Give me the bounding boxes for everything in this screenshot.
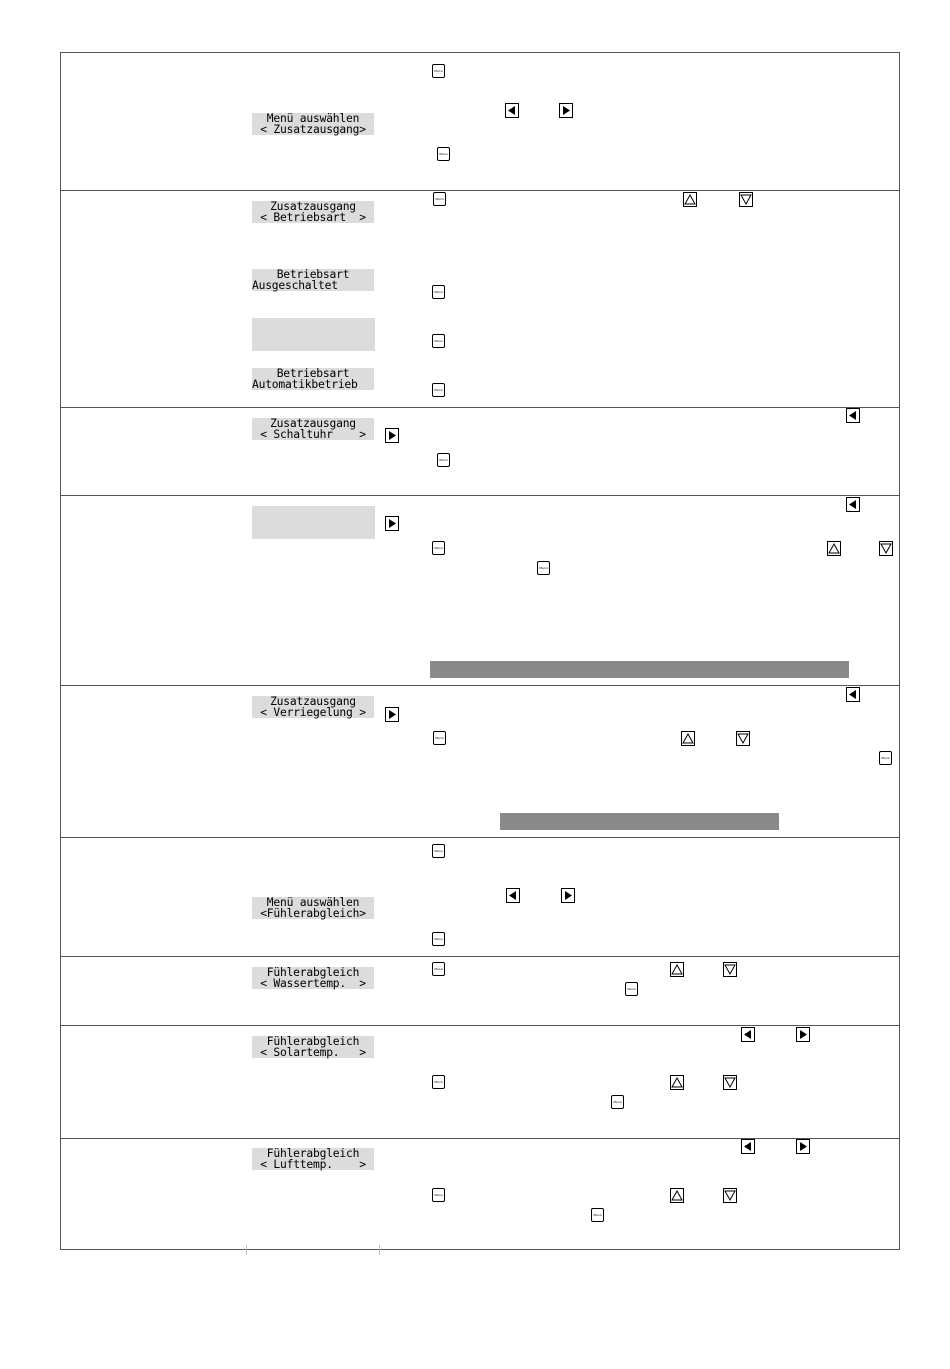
row-divider: [60, 956, 900, 957]
lcd-line-2: < Lufttemp. >: [260, 1158, 366, 1171]
menu-key-icon: Menü: [433, 192, 446, 206]
lcd-display-fuehler-solar: [252, 1036, 374, 1058]
row-divider: [60, 190, 900, 191]
arrow-up-icon: [670, 1188, 684, 1203]
menu-key-icon: Menü: [432, 64, 445, 78]
lcd-line-1: Fühlerabgleich: [266, 966, 360, 979]
column-tick: [379, 1245, 380, 1255]
lcd-line-2: < Zusatzausgang>: [260, 123, 366, 136]
arrow-up-icon: [681, 731, 695, 746]
row-divider: [60, 1025, 900, 1026]
arrow-up-icon: [827, 541, 841, 556]
menu-key-icon: Menü: [879, 751, 892, 765]
instruction-table: [60, 52, 900, 1250]
lcd-line-1: Zusatzausgang: [270, 417, 356, 430]
arrow-right-icon: [561, 888, 575, 903]
menu-key-icon: Menü: [537, 561, 550, 575]
lcd-display-zusatz-betriebsart: [252, 201, 374, 223]
arrow-right-icon: [796, 1027, 810, 1042]
arrow-right-icon: [385, 707, 399, 722]
arrow-right-icon: [385, 516, 399, 531]
lcd-line-2: < Solartemp. >: [260, 1046, 366, 1059]
arrow-down-icon: [879, 541, 893, 556]
column-tick: [246, 1245, 247, 1255]
menu-key-icon: Menü: [432, 932, 445, 946]
lcd-display-zusatz-verriegelung: [252, 696, 374, 718]
lcd-line-1: Menü auswählen: [266, 896, 360, 909]
menu-key-icon: Menü: [432, 285, 445, 299]
arrow-left-icon: [846, 687, 860, 702]
lcd-line-2: Ausgeschaltet: [252, 279, 338, 292]
lcd-line-1: Zusatzausgang: [270, 695, 356, 708]
arrow-left-icon: [846, 497, 860, 512]
arrow-up-icon: [670, 962, 684, 977]
arrow-left-icon: [506, 888, 520, 903]
lcd-display-blank: [252, 506, 375, 539]
lcd-line-2: <Fühlerabgleich>: [260, 907, 366, 920]
row-divider: [60, 685, 900, 686]
row-divider: [60, 407, 900, 408]
menu-key-icon: Menü: [432, 541, 445, 555]
arrow-up-icon: [683, 192, 697, 207]
lcd-display-zusatz-schaltuhr: [252, 418, 374, 440]
arrow-right-icon: [385, 428, 399, 443]
lcd-line-2: < Schaltuhr >: [260, 428, 366, 441]
menu-key-icon: Menü: [432, 962, 445, 976]
arrow-down-icon: [723, 1188, 737, 1203]
lcd-display-fuehler-wasser: [252, 967, 374, 989]
menu-key-icon: Menü: [433, 731, 446, 745]
menu-key-icon: Menü: [611, 1095, 624, 1109]
arrow-right-icon: [796, 1139, 810, 1154]
row-divider: [60, 1138, 900, 1139]
arrow-down-icon: [723, 962, 737, 977]
arrow-left-icon: [741, 1139, 755, 1154]
arrow-left-icon: [505, 103, 519, 118]
lcd-display-betriebsart-aus: [252, 269, 374, 291]
lcd-line-1: Betriebsart: [276, 268, 350, 281]
lcd-line-1: Fühlerabgleich: [266, 1147, 360, 1160]
row-divider: [60, 495, 900, 496]
menu-key-icon: Menü: [432, 334, 445, 348]
lcd-display-menu-fuehlerabgleich: [252, 897, 374, 919]
lcd-line-1: Fühlerabgleich: [266, 1035, 360, 1048]
menu-key-icon: Menü: [432, 383, 445, 397]
lcd-line-2: < Betriebsart >: [260, 211, 366, 224]
lcd-line-2: < Verriegelung >: [260, 706, 366, 719]
arrow-left-icon: [741, 1027, 755, 1042]
lcd-display-fuehler-luft: [252, 1148, 374, 1170]
arrow-left-icon: [846, 408, 860, 423]
arrow-down-icon: [739, 192, 753, 207]
menu-key-icon: Menü: [625, 982, 638, 996]
lcd-line-1: Zusatzausgang: [270, 200, 356, 213]
lcd-display-blank: [252, 318, 375, 351]
menu-key-icon: Menü: [437, 147, 450, 161]
lcd-display-menu-zusatzausgang: [252, 113, 374, 135]
arrow-down-icon: [736, 731, 750, 746]
lcd-line-1: Menü auswählen: [266, 112, 360, 125]
arrow-right-icon: [559, 103, 573, 118]
lcd-line-2: Automatikbetrieb: [252, 378, 358, 391]
redacted-text-bar: [500, 813, 779, 830]
menu-key-icon: Menü: [432, 844, 445, 858]
arrow-down-icon: [723, 1075, 737, 1090]
row-divider: [60, 837, 900, 838]
lcd-display-betriebsart-auto: [252, 368, 374, 390]
lcd-line-1: Betriebsart: [276, 367, 350, 380]
lcd-line-2: < Wassertemp. >: [260, 977, 366, 990]
menu-key-icon: Menü: [591, 1208, 604, 1222]
menu-key-icon: Menü: [432, 1188, 445, 1202]
arrow-up-icon: [670, 1075, 684, 1090]
menu-key-icon: Menü: [432, 1075, 445, 1089]
redacted-text-bar: [430, 661, 849, 678]
menu-key-icon: Menü: [437, 453, 450, 467]
